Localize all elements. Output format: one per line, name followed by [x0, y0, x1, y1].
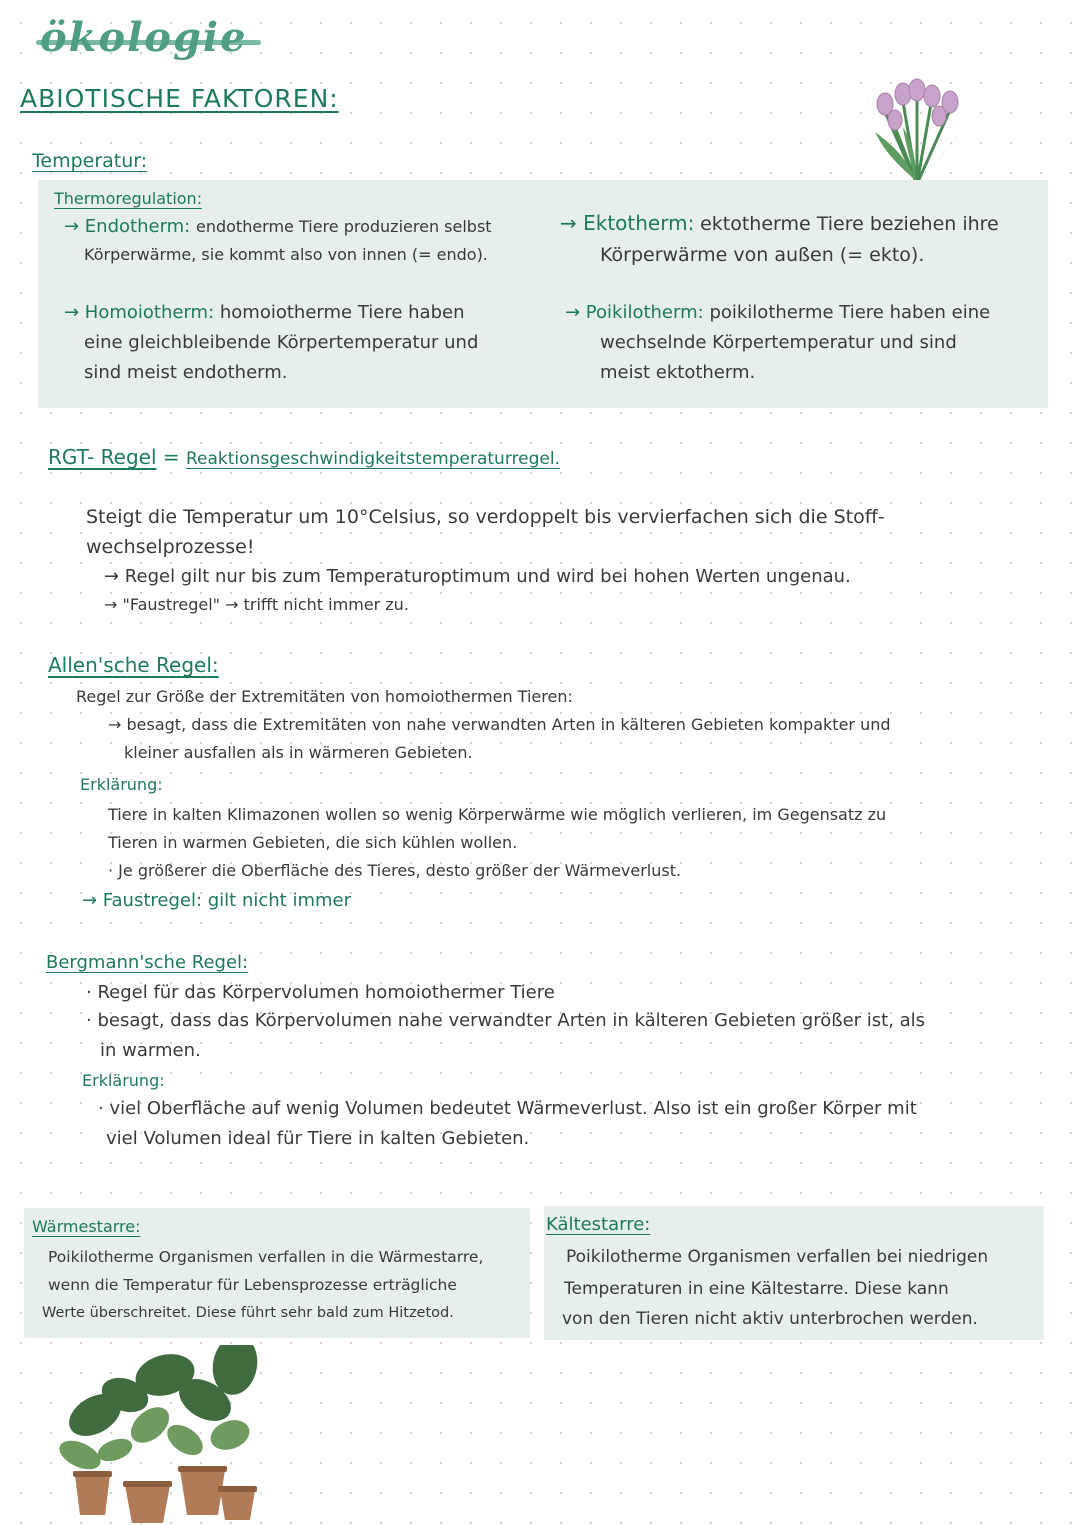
bergmann-line-1: · Regel für das Körpervolumen homoiothermer Tiere [86, 982, 555, 1003]
bergmann-erklaerung-label: Erklärung: [82, 1071, 165, 1090]
allen-explanation-2: Tieren in warmen Gebieten, die sich kühlen wollen. [108, 833, 518, 852]
allen-line-2: kleiner ausfallen als in wärmeren Gebieten. [124, 743, 473, 762]
section-heading: ABIOTISCHE FAKTOREN: [20, 84, 339, 113]
bergmann-explanation-1: · viel Oberfläche auf wenig Volumen bedeutet Wärmeverlust. Also ist ein großer Körper mit [98, 1098, 917, 1119]
poikilotherm-line-1 [565, 298, 990, 328]
rgt-line-4: → "Faustregel" → trifft nicht immer zu. [104, 595, 409, 614]
allen-heading: Allen'sche Regel: [48, 653, 219, 677]
homoiotherm-text-3: sind meist endotherm. [84, 362, 288, 383]
page-title: ökologie [40, 14, 248, 61]
rgt-line-1: Steigt die Temperatur um 10°Celsius, so verdoppelt bis vervierfachen sich die Stoff- [86, 506, 885, 528]
waermestarre-line-3: Werte überschreitet. Diese führt sehr bald zum Hitzetod. [42, 1305, 454, 1321]
poikilotherm-term: → Poikilotherm: [565, 302, 704, 323]
waermestarre-line-2: wenn die Temperatur für Lebensprozesse erträgliche [48, 1276, 457, 1294]
tulip-bouquet-illustration [855, 72, 980, 187]
rgt-heading-full: Reaktionsgeschwindigkeitstemperaturregel. [185, 449, 560, 469]
ektotherm-term: → Ektotherm: [560, 211, 695, 235]
rgt-heading-abbr: RGT- Regel [48, 445, 157, 469]
rgt-line-3: → Regel gilt nur bis zum Temperaturoptimum und wird bei hohen Werten ungenau. [104, 566, 851, 587]
rgt-line-2: wechselprozesse! [86, 536, 255, 558]
kaeltestarre-line-2: Temperaturen in eine Kältestarre. Diese kann [564, 1279, 949, 1299]
potted-plants-illustration [55, 1345, 270, 1525]
thermoregulation-label: Thermoregulation: [54, 189, 203, 208]
ektotherm-line-1 [560, 208, 999, 240]
homoiotherm-text-1: homoiotherme Tiere haben [219, 302, 465, 323]
homoiotherm-term: → Homoiotherm: [64, 302, 215, 323]
kaeltestarre-line-1: Poikilotherme Organismen verfallen bei niedrigen [566, 1247, 989, 1267]
rgt-heading [48, 442, 560, 474]
bergmann-line-2: · besagt, dass das Körpervolumen nahe verwandter Arten in kälteren Gebieten größer ist, als [86, 1010, 926, 1031]
waermestarre-heading: Wärmestarre: [32, 1217, 141, 1236]
endotherm-line-1 [64, 212, 492, 242]
waermestarre-line-1: Poikilotherme Organismen verfallen in die Wärmestarre, [48, 1248, 484, 1266]
endotherm-text-1: endotherme Tiere produzieren selbst [195, 217, 492, 236]
bergmann-heading: Bergmann'sche Regel: [46, 952, 249, 973]
ektotherm-text-2: Körperwärme von außen (= ekto). [600, 244, 925, 266]
poikilotherm-text-3: meist ektotherm. [600, 362, 756, 383]
allen-explanation-3: · Je größerer die Oberfläche des Tieres, desto größer der Wärmeverlust. [108, 861, 682, 880]
allen-explanation-1: Tiere in kalten Klimazonen wollen so wenig Körperwärme wie möglich verlieren, im Gegensatz zu [108, 805, 887, 824]
allen-faustregel: → Faustregel: gilt nicht immer [82, 890, 351, 911]
kaeltestarre-heading: Kältestarre: [546, 1214, 651, 1235]
poikilotherm-text-1: poikilotherme Tiere haben eine [709, 302, 991, 323]
kaeltestarre-line-3: von den Tieren nicht aktiv unterbrochen werden. [562, 1309, 978, 1329]
homoiotherm-text-2: eine gleichbleibende Körpertemperatur und [84, 332, 479, 353]
endotherm-text-2: Körperwärme, sie kommt also von innen (= endo). [84, 245, 488, 264]
temperatur-heading: Temperatur: [32, 150, 148, 172]
endotherm-term: → Endotherm: [64, 216, 191, 237]
allen-line-1: → besagt, dass die Extremitäten von nahe verwandten Arten in kälteren Gebieten kompakter und [108, 715, 891, 734]
homoiotherm-line-1 [64, 298, 464, 328]
bergmann-line-3: in warmen. [100, 1040, 201, 1061]
poikilotherm-text-2: wechselnde Körpertemperatur und sind [600, 332, 957, 353]
allen-erklaerung-label: Erklärung: [80, 775, 163, 794]
allen-intro: Regel zur Größe der Extremitäten von homoiothermen Tieren: [76, 687, 573, 706]
bergmann-explanation-2: viel Volumen ideal für Tiere in kalten Gebieten. [106, 1128, 530, 1149]
rgt-heading-eq: = [162, 445, 180, 469]
ektotherm-text-1: ektotherme Tiere beziehen ihre [700, 213, 999, 235]
